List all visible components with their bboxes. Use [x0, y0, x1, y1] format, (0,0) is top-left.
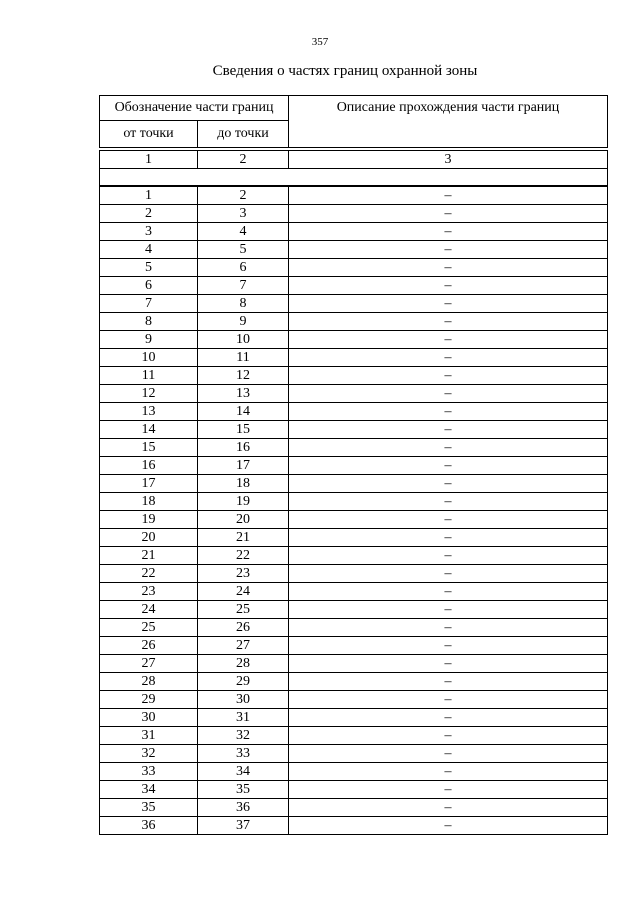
description-cell: – [289, 313, 608, 331]
to-point-cell: 6 [198, 259, 289, 277]
description-cell: – [289, 655, 608, 673]
table-row [100, 259, 608, 277]
table-row [100, 601, 608, 619]
column-numbers-table [99, 150, 608, 186]
table-row [100, 349, 608, 367]
from-point-cell: 25 [100, 619, 198, 637]
from-point-cell: 29 [100, 691, 198, 709]
blank-cell [100, 169, 608, 186]
to-point-cell: 33 [198, 745, 289, 763]
to-point-cell: 28 [198, 655, 289, 673]
from-point-cell: 3 [100, 223, 198, 241]
to-point-cell: 10 [198, 331, 289, 349]
table-row [100, 637, 608, 655]
to-point-cell: 16 [198, 439, 289, 457]
table-row [100, 439, 608, 457]
table-row [100, 205, 608, 223]
to-point-cell: 30 [198, 691, 289, 709]
to-point-cell: 20 [198, 511, 289, 529]
column-number: 2 [198, 151, 289, 169]
table-row [100, 241, 608, 259]
to-point-cell: 17 [198, 457, 289, 475]
table-row [100, 277, 608, 295]
description-cell: – [289, 205, 608, 223]
to-point-cell: 15 [198, 421, 289, 439]
to-point-cell: 25 [198, 601, 289, 619]
to-point-cell: 11 [198, 349, 289, 367]
to-point-cell: 19 [198, 493, 289, 511]
table-row [100, 187, 608, 205]
from-point-cell: 26 [100, 637, 198, 655]
from-point-cell: 20 [100, 529, 198, 547]
table-row [100, 655, 608, 673]
from-point-cell: 34 [100, 781, 198, 799]
to-point-cell: 27 [198, 637, 289, 655]
description-cell: – [289, 403, 608, 421]
to-point-cell: 37 [198, 817, 289, 835]
from-point-cell: 5 [100, 259, 198, 277]
description-cell: – [289, 331, 608, 349]
from-point-cell: 36 [100, 817, 198, 835]
description-cell: – [289, 583, 608, 601]
from-point-cell: 14 [100, 421, 198, 439]
from-point-cell: 18 [100, 493, 198, 511]
page-number: 357 [311, 36, 329, 48]
from-point-cell: 24 [100, 601, 198, 619]
table-row [100, 691, 608, 709]
boundary-table-body [100, 187, 608, 835]
table-row [100, 223, 608, 241]
to-point-cell: 21 [198, 529, 289, 547]
description-cell: – [289, 601, 608, 619]
table-row [100, 493, 608, 511]
from-point-cell: 4 [100, 241, 198, 259]
from-point-cell: 35 [100, 799, 198, 817]
description-cell: – [289, 439, 608, 457]
from-point-cell: 15 [100, 439, 198, 457]
from-point-cell: 19 [100, 511, 198, 529]
to-point-cell: 31 [198, 709, 289, 727]
from-point-cell: 11 [100, 367, 198, 385]
from-point-cell: 23 [100, 583, 198, 601]
to-point-cell: 26 [198, 619, 289, 637]
table-row [100, 817, 608, 835]
to-point-cell: 2 [198, 187, 289, 205]
from-point-cell: 13 [100, 403, 198, 421]
table-row [100, 457, 608, 475]
table-row [100, 745, 608, 763]
to-point-cell: 5 [198, 241, 289, 259]
header-description-label: Описание прохождения части границ [289, 96, 608, 148]
table-row [100, 763, 608, 781]
to-point-cell: 4 [198, 223, 289, 241]
column-number: 1 [100, 151, 198, 169]
description-cell: – [289, 781, 608, 799]
description-cell: – [289, 709, 608, 727]
table-row [100, 511, 608, 529]
table-row [100, 295, 608, 313]
to-point-cell: 13 [198, 385, 289, 403]
table-row [100, 547, 608, 565]
description-cell: – [289, 547, 608, 565]
table-row [100, 619, 608, 637]
to-point-cell: 24 [198, 583, 289, 601]
description-cell: – [289, 367, 608, 385]
description-cell: – [289, 619, 608, 637]
description-cell: – [289, 691, 608, 709]
description-cell: – [289, 385, 608, 403]
description-cell: – [289, 349, 608, 367]
table-row [100, 709, 608, 727]
to-point-cell: 34 [198, 763, 289, 781]
description-cell: – [289, 187, 608, 205]
table-row [100, 421, 608, 439]
description-cell: – [289, 727, 608, 745]
description-cell: – [289, 565, 608, 583]
column-numbers-row [100, 151, 608, 169]
table-row [100, 475, 608, 493]
table-row [100, 529, 608, 547]
to-point-cell: 23 [198, 565, 289, 583]
table-row [100, 313, 608, 331]
description-cell: – [289, 763, 608, 781]
description-cell: – [289, 295, 608, 313]
from-point-cell: 1 [100, 187, 198, 205]
from-point-cell: 27 [100, 655, 198, 673]
from-point-cell: 32 [100, 745, 198, 763]
table-header [99, 95, 608, 148]
description-cell: – [289, 817, 608, 835]
from-point-cell: 9 [100, 331, 198, 349]
from-point-cell: 2 [100, 205, 198, 223]
to-point-cell: 7 [198, 277, 289, 295]
description-cell: – [289, 241, 608, 259]
from-point-cell: 28 [100, 673, 198, 691]
to-point-cell: 18 [198, 475, 289, 493]
table-row [100, 673, 608, 691]
from-point-cell: 22 [100, 565, 198, 583]
description-cell: – [289, 799, 608, 817]
table-row [100, 781, 608, 799]
to-point-cell: 12 [198, 367, 289, 385]
to-point-cell: 14 [198, 403, 289, 421]
from-point-cell: 6 [100, 277, 198, 295]
table-row [100, 367, 608, 385]
description-cell: – [289, 493, 608, 511]
header-group-label: Обозначение части границ [100, 96, 289, 121]
table-row [100, 799, 608, 817]
from-point-cell: 7 [100, 295, 198, 313]
to-point-cell: 29 [198, 673, 289, 691]
description-cell: – [289, 745, 608, 763]
table-row [100, 403, 608, 421]
from-point-cell: 33 [100, 763, 198, 781]
description-cell: – [289, 277, 608, 295]
blank-row [100, 169, 608, 186]
from-point-cell: 21 [100, 547, 198, 565]
header-from-label: от точки [100, 121, 198, 148]
to-point-cell: 32 [198, 727, 289, 745]
table-row [100, 565, 608, 583]
to-point-cell: 8 [198, 295, 289, 313]
description-cell: – [289, 259, 608, 277]
document-title: Сведения о частях границ охранной зоны [212, 63, 478, 79]
from-point-cell: 17 [100, 475, 198, 493]
from-point-cell: 30 [100, 709, 198, 727]
description-cell: – [289, 673, 608, 691]
header-to-label: до точки [198, 121, 289, 148]
description-cell: – [289, 421, 608, 439]
table-row [100, 385, 608, 403]
to-point-cell: 36 [198, 799, 289, 817]
description-cell: – [289, 223, 608, 241]
table-row [100, 727, 608, 745]
from-point-cell: 31 [100, 727, 198, 745]
boundary-table [99, 186, 608, 835]
description-cell: – [289, 475, 608, 493]
description-cell: – [289, 529, 608, 547]
table-row [100, 331, 608, 349]
column-number: 3 [289, 151, 608, 169]
description-cell: – [289, 511, 608, 529]
to-point-cell: 35 [198, 781, 289, 799]
to-point-cell: 22 [198, 547, 289, 565]
to-point-cell: 9 [198, 313, 289, 331]
from-point-cell: 8 [100, 313, 198, 331]
description-cell: – [289, 457, 608, 475]
description-cell: – [289, 637, 608, 655]
from-point-cell: 16 [100, 457, 198, 475]
from-point-cell: 10 [100, 349, 198, 367]
from-point-cell: 12 [100, 385, 198, 403]
to-point-cell: 3 [198, 205, 289, 223]
table-row [100, 583, 608, 601]
